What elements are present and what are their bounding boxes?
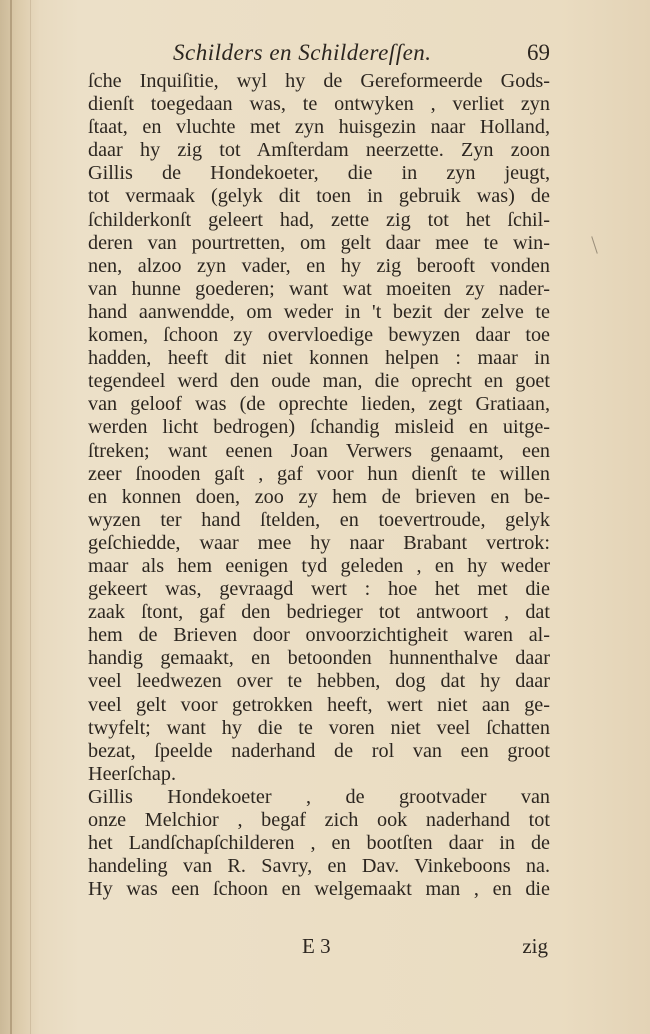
text-line: tegendeel werd den oude man, die oprecht en goet: [88, 370, 550, 393]
text-line: hand aanwendde, om weder in 't bezit der zelve te: [88, 300, 550, 323]
text-line: gekeert was, gevraagd wert : hoe het met die: [88, 578, 550, 601]
text-line: deren van pourtretten, om gelt daar mee te win-: [88, 231, 550, 254]
ink-speck: [591, 236, 598, 253]
text-line: van geloof was (de oprechte lieden, zegt Gratiaan,: [88, 393, 550, 416]
text-line: geſchiedde, waar mee hy naar Brabant vertrok:: [88, 531, 550, 554]
text-line: tot vermaak (gelyk dit toen in gebruik was) de: [88, 185, 550, 208]
text-line: dienſt toegedaan was, te ontwyken , verliet zyn: [88, 93, 550, 116]
text-line: ſchilderkonſt geleert had, zette zig tot het ſchil-: [88, 208, 550, 231]
text-line: ſtaat, en vluchte met zyn huisgezin naar Holland,: [88, 116, 550, 139]
text-line: veel leedwezen over te hebben, dog dat hy daar: [88, 670, 550, 693]
text-line: Hy was een ſchoon en welgemaakt man , en die: [88, 878, 550, 901]
catchword: zig: [522, 934, 548, 958]
text-line: handig gemaakt, en betoonden hunnenthalve daar: [88, 647, 550, 670]
text-line: Heerſchap.: [88, 762, 176, 785]
text-line: hadden, heeft dit niet konnen helpen : maar in: [88, 347, 550, 370]
body-text: [88, 70, 550, 901]
text-line: zeer ſnooden gaſt , gaf voor hun dienſt te willen: [88, 462, 550, 485]
gutter-crease: [30, 0, 31, 1034]
gutter-shadow: [10, 0, 12, 1034]
text-line: ſtreken; want eenen Joan Verwers genaamt, een: [88, 439, 550, 462]
text-line: daar hy zig tot Amſterdam neerzette. Zyn zoon: [88, 139, 550, 162]
text-line: hem de Brieven door onvoorzichtigheit waren al-: [88, 624, 550, 647]
text-line: en konnen doen, zoo zy hem de brieven en be-: [88, 485, 550, 508]
text-line: veel gelt voor getrokken heeft, wert niet aan ge-: [88, 693, 550, 716]
running-title: Schilders en Schildereſſen.: [173, 40, 432, 65]
page-footer: [88, 934, 550, 962]
text-line: Gillis de Hondekoeter, die in zyn jeugt,: [88, 162, 550, 185]
text-line: van hunne goederen; want wat moeiten zy nader-: [88, 277, 550, 300]
page-header: [88, 40, 550, 74]
signature-mark: E 3: [302, 934, 331, 958]
text-line: wyzen ter hand ſtelden, en toevertroude, gelyk: [88, 508, 550, 531]
text-line: nen, alzoo zyn vader, en hy zig berooft vonden: [88, 254, 550, 277]
text-line: bezat, ſpeelde naderhand de rol van een groot: [88, 739, 550, 762]
text-line: Gillis Hondekoeter , de grootvader van: [88, 785, 550, 808]
text-line: zaak ſtont, gaf den bedrieger tot antwoort , dat: [88, 601, 550, 624]
text-line: komen, ſchoon zy overvloedige bewyzen daar toe: [88, 324, 550, 347]
page-number: 69: [527, 40, 550, 65]
text-line: maar als hem eenigen tyd geleden , en hy weder: [88, 554, 550, 577]
text-line: twyfelt; want hy die te voren niet veel ſchatten: [88, 716, 550, 739]
text-line: onze Melchior , begaf zich ook naderhand tot: [88, 809, 550, 831]
text-line: het Landſchapſchilderen , en bootſten daar in de: [88, 832, 550, 855]
text-line: werden licht bedrogen) ſchandig misleid en uitge-: [88, 416, 550, 439]
text-line: ſche Inquiſitie, wyl hy de Gereformeerde Gods-: [88, 70, 550, 92]
text-line: handeling van R. Savry, en Dav. Vinkeboons na.: [88, 855, 550, 878]
